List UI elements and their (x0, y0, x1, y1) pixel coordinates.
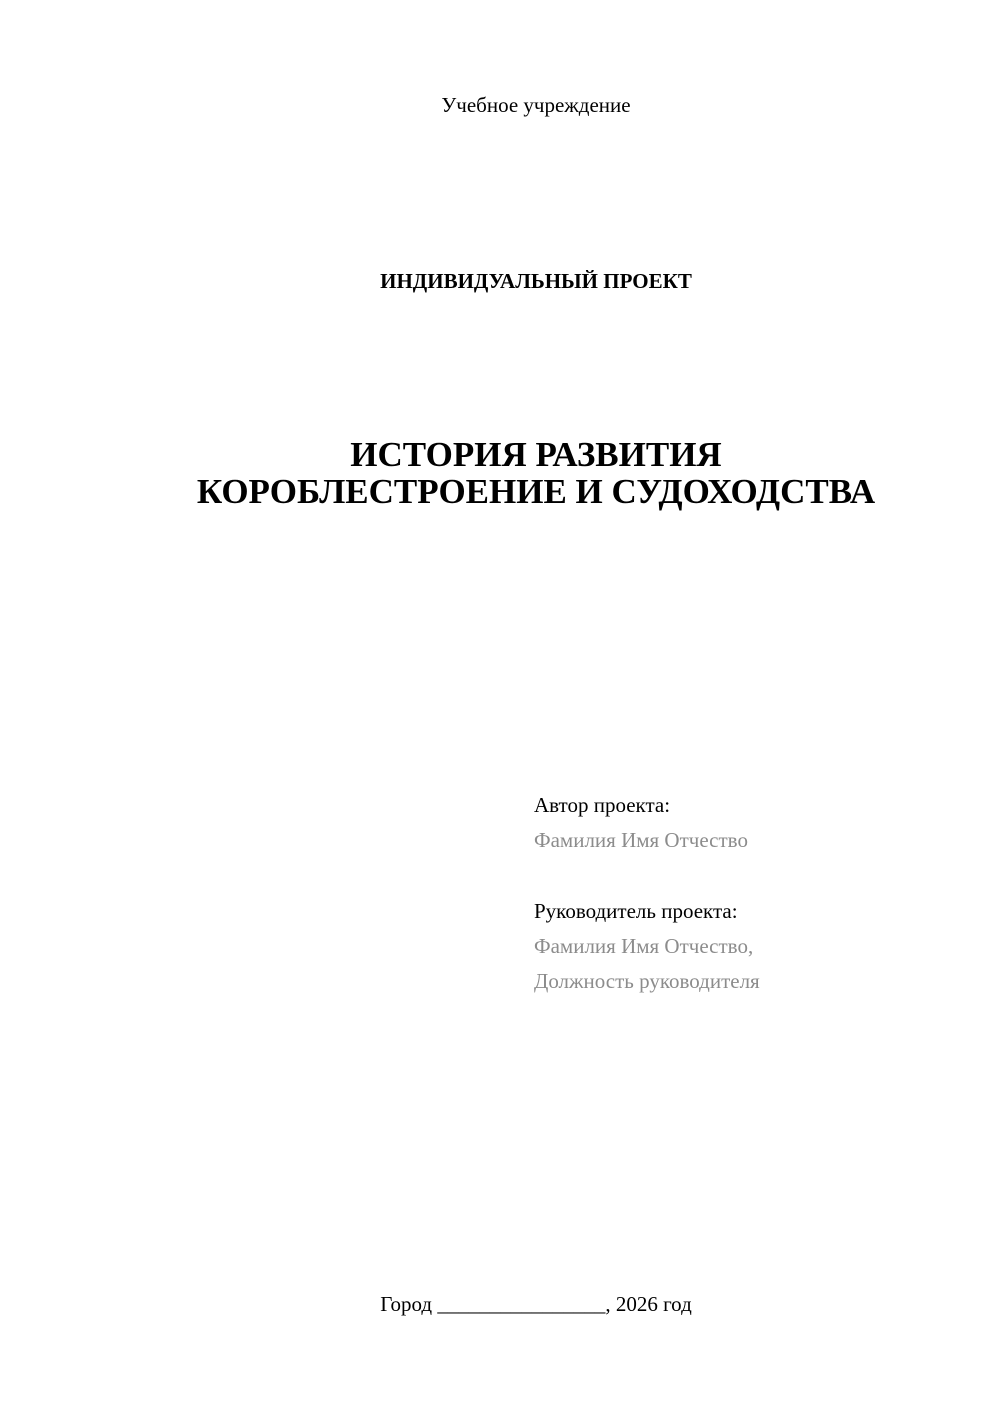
project-title-line-2: КОРОБЛЕСТРОЕНИЕ И СУДОХОДСТВА (196, 472, 876, 511)
project-title-line-1: ИСТОРИЯ РАЗВИТИЯ (350, 435, 722, 474)
institution-name: Учебное учреждение (441, 93, 631, 117)
supervisor-position: Должность руководителя (534, 969, 760, 993)
project-title (0, 436, 1000, 510)
credits-block (534, 788, 760, 999)
credits-spacer (534, 858, 760, 894)
author-label: Автор проекта: (534, 793, 671, 817)
author-name: Фамилия Имя Отчество (534, 828, 748, 852)
supervisor-label: Руководитель проекта: (534, 899, 738, 923)
document-type: ИНДИВИДУАЛЬНЫЙ ПРОЕКТ (380, 269, 692, 293)
city-year-line: Город ________________, 2026 год (380, 1292, 692, 1316)
supervisor-name: Фамилия Имя Отчество, (534, 934, 754, 958)
